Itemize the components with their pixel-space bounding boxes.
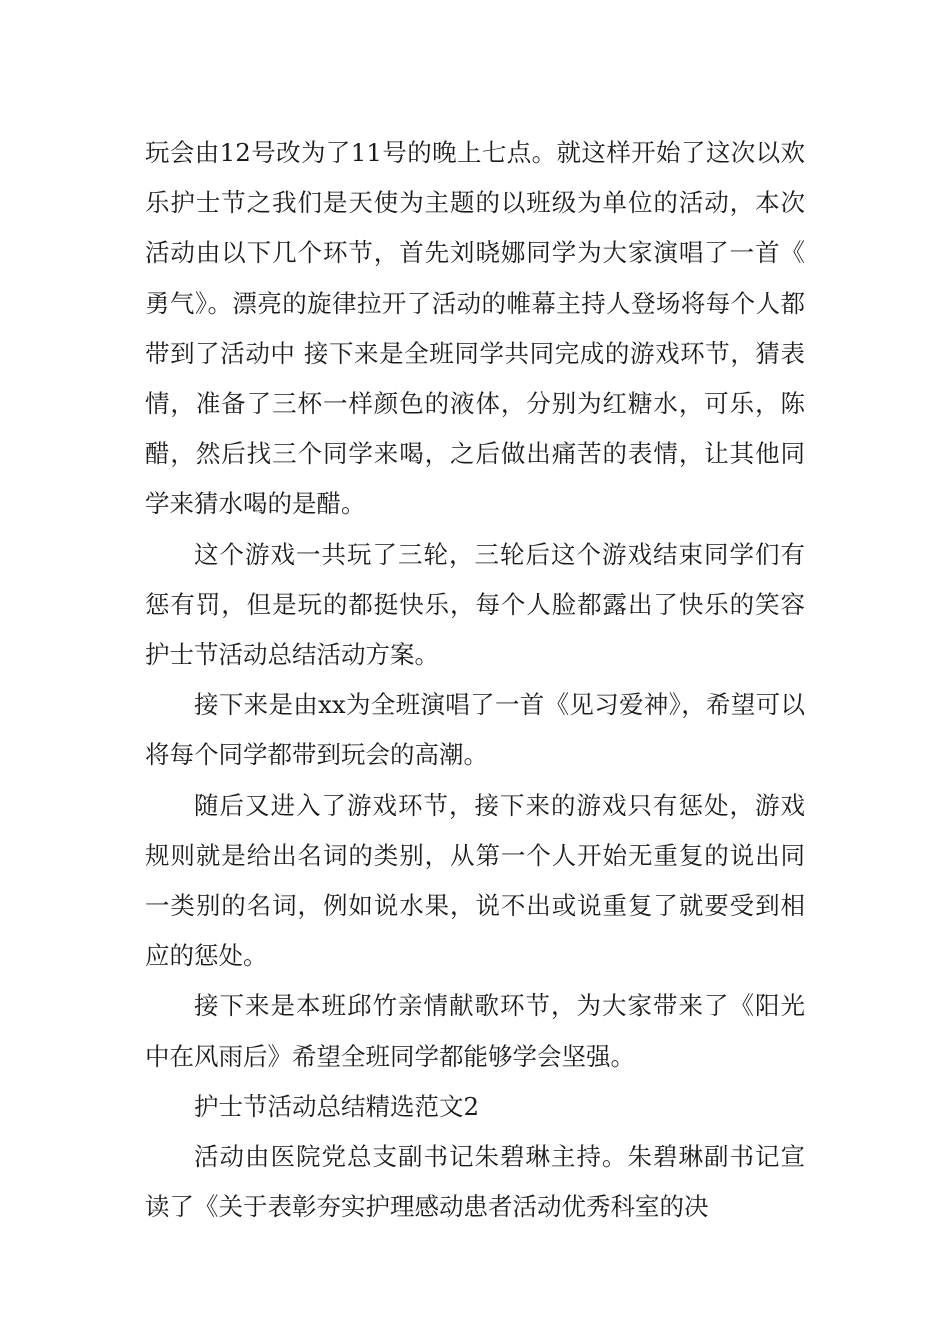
paragraph-5: 接下来是本班邱竹亲情献歌环节，为大家带来了《阳光中在风雨后》希望全班同学都能够学会坚强。 [145, 991, 805, 1071]
section-heading: 护士节活动总结精选范文2 [194, 1091, 480, 1121]
paragraph-4: 随后又进入了游戏环节，接下来的游戏只有惩处，游戏规则就是给出名词的类别，从第一个人开始无重复的说出同一类别的名词，例如说水果，说不出或说重复了就要受到相应的惩处。 [145, 790, 805, 971]
paragraph-2: 这个游戏一共玩了三轮，三轮后这个游戏结束同学们有惩有罚，但是玩的都挺快乐，每个人脸都露出了快乐的笑容护士节活动总结活动方案。 [145, 539, 805, 670]
paragraph-3: 接下来是由xx为全班演唱了一首《见习爱神》，希望可以将每个同学都带到玩会的高潮。 [145, 690, 805, 770]
document-body [145, 128, 805, 1232]
paragraph-1: 玩会由12号改为了11号的晚上七点。就这样开始了这次以欢乐护士节之我们是天使为主题的以班级为单位的活动，本次活动由以下几个环节，首先刘晓娜同学为大家演唱了一首《勇气》。漂亮的旋律拉开了活动的帷幕主持人登场将每个人都带到了活动中 接下来是全班同学共同完成的游戏环节，猜表情，准备了三杯一样颜色的液体，分别为红糖水，可乐，陈醋，然后找三个同学来喝，之后做出痛苦的表情，让其他同学来猜水喝的是醋。 [145, 138, 805, 519]
paragraph-6: 活动由医院党总支副书记朱碧琳主持。朱碧琳副书记宣读了《关于表彰夯实护理感动患者活动优秀科室的决 [145, 1142, 805, 1222]
